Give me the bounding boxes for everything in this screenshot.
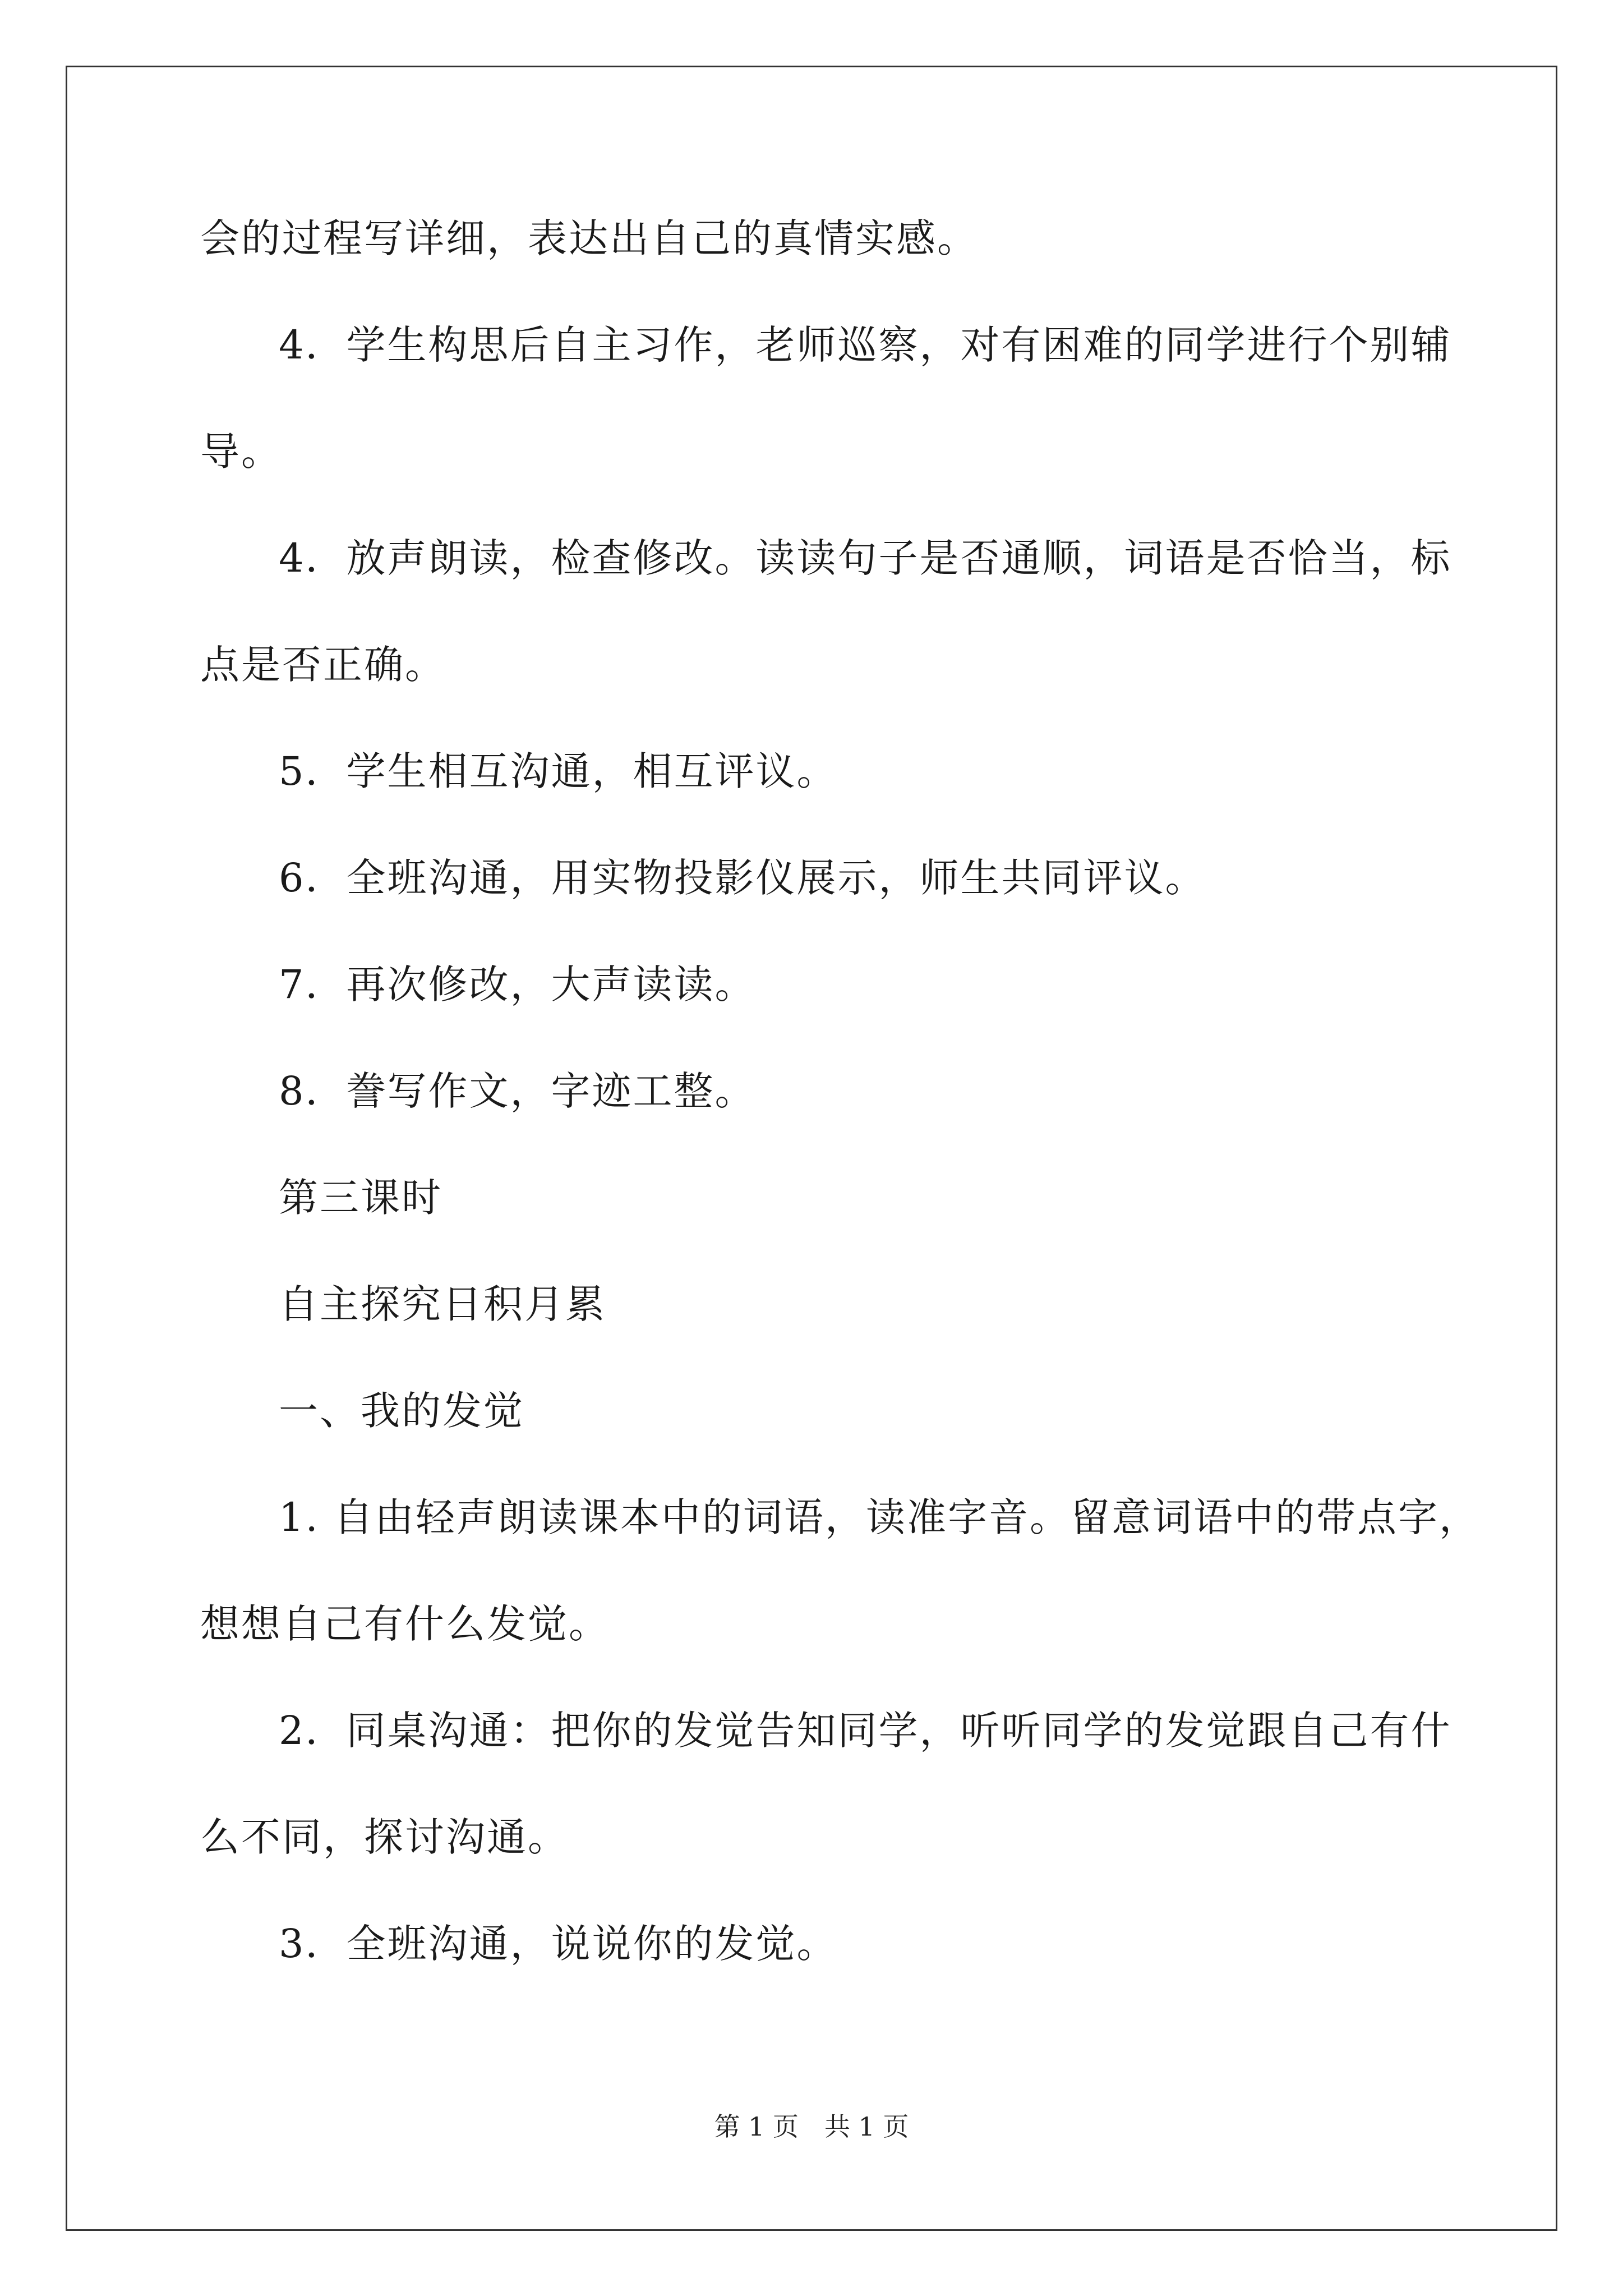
page-number: 第 1 页 bbox=[714, 2111, 799, 2142]
paragraph-line: 导。 bbox=[200, 429, 282, 475]
page-footer bbox=[0, 2106, 1623, 2143]
page-total: 共 1 页 bbox=[824, 2111, 909, 2142]
paragraph-line: 8．誊写作文，字迹工整。 bbox=[279, 1068, 756, 1114]
paragraph-line: 5．学生相互沟通，相互评议。 bbox=[279, 748, 838, 794]
paragraph-line: 会的过程写详细，表达出自己的真情实感。 bbox=[200, 215, 978, 261]
paragraph-line: 自主探究日积月累 bbox=[279, 1281, 606, 1327]
paragraph-line: 想想自己有什么发觉。 bbox=[200, 1601, 610, 1647]
paragraph-line: 第三课时 bbox=[279, 1175, 442, 1221]
paragraph-line: 4．放声朗读，检查修改。读读句子是否通顺，词语是否恰当，标 bbox=[279, 535, 1452, 581]
paragraph-line: 3．全班沟通，说说你的发觉。 bbox=[279, 1921, 838, 1967]
paragraph-line: 6．全班沟通，用实物投影仪展示，师生共同评议。 bbox=[279, 855, 1206, 901]
paragraph-line: 4．学生构思后自主习作，老师巡察，对有困难的同学进行个别辅 bbox=[279, 322, 1452, 368]
paragraph-line: 么不同，探讨沟通。 bbox=[200, 1814, 569, 1860]
paragraph-line: 2．同桌沟通：把你的发觉告知同学，听听同学的发觉跟自己有什 bbox=[279, 1708, 1452, 1754]
paragraph-line: 1. 自由轻声朗读课本中的词语，读准字音。留意词语中的带点字， bbox=[279, 1494, 1481, 1540]
paragraph-line: 点是否正确。 bbox=[200, 642, 446, 688]
document-body bbox=[200, 185, 1481, 1997]
paragraph-line: 7．再次修改，大声读读。 bbox=[279, 961, 756, 1007]
paragraph-line: 一、我的发觉 bbox=[279, 1388, 524, 1434]
